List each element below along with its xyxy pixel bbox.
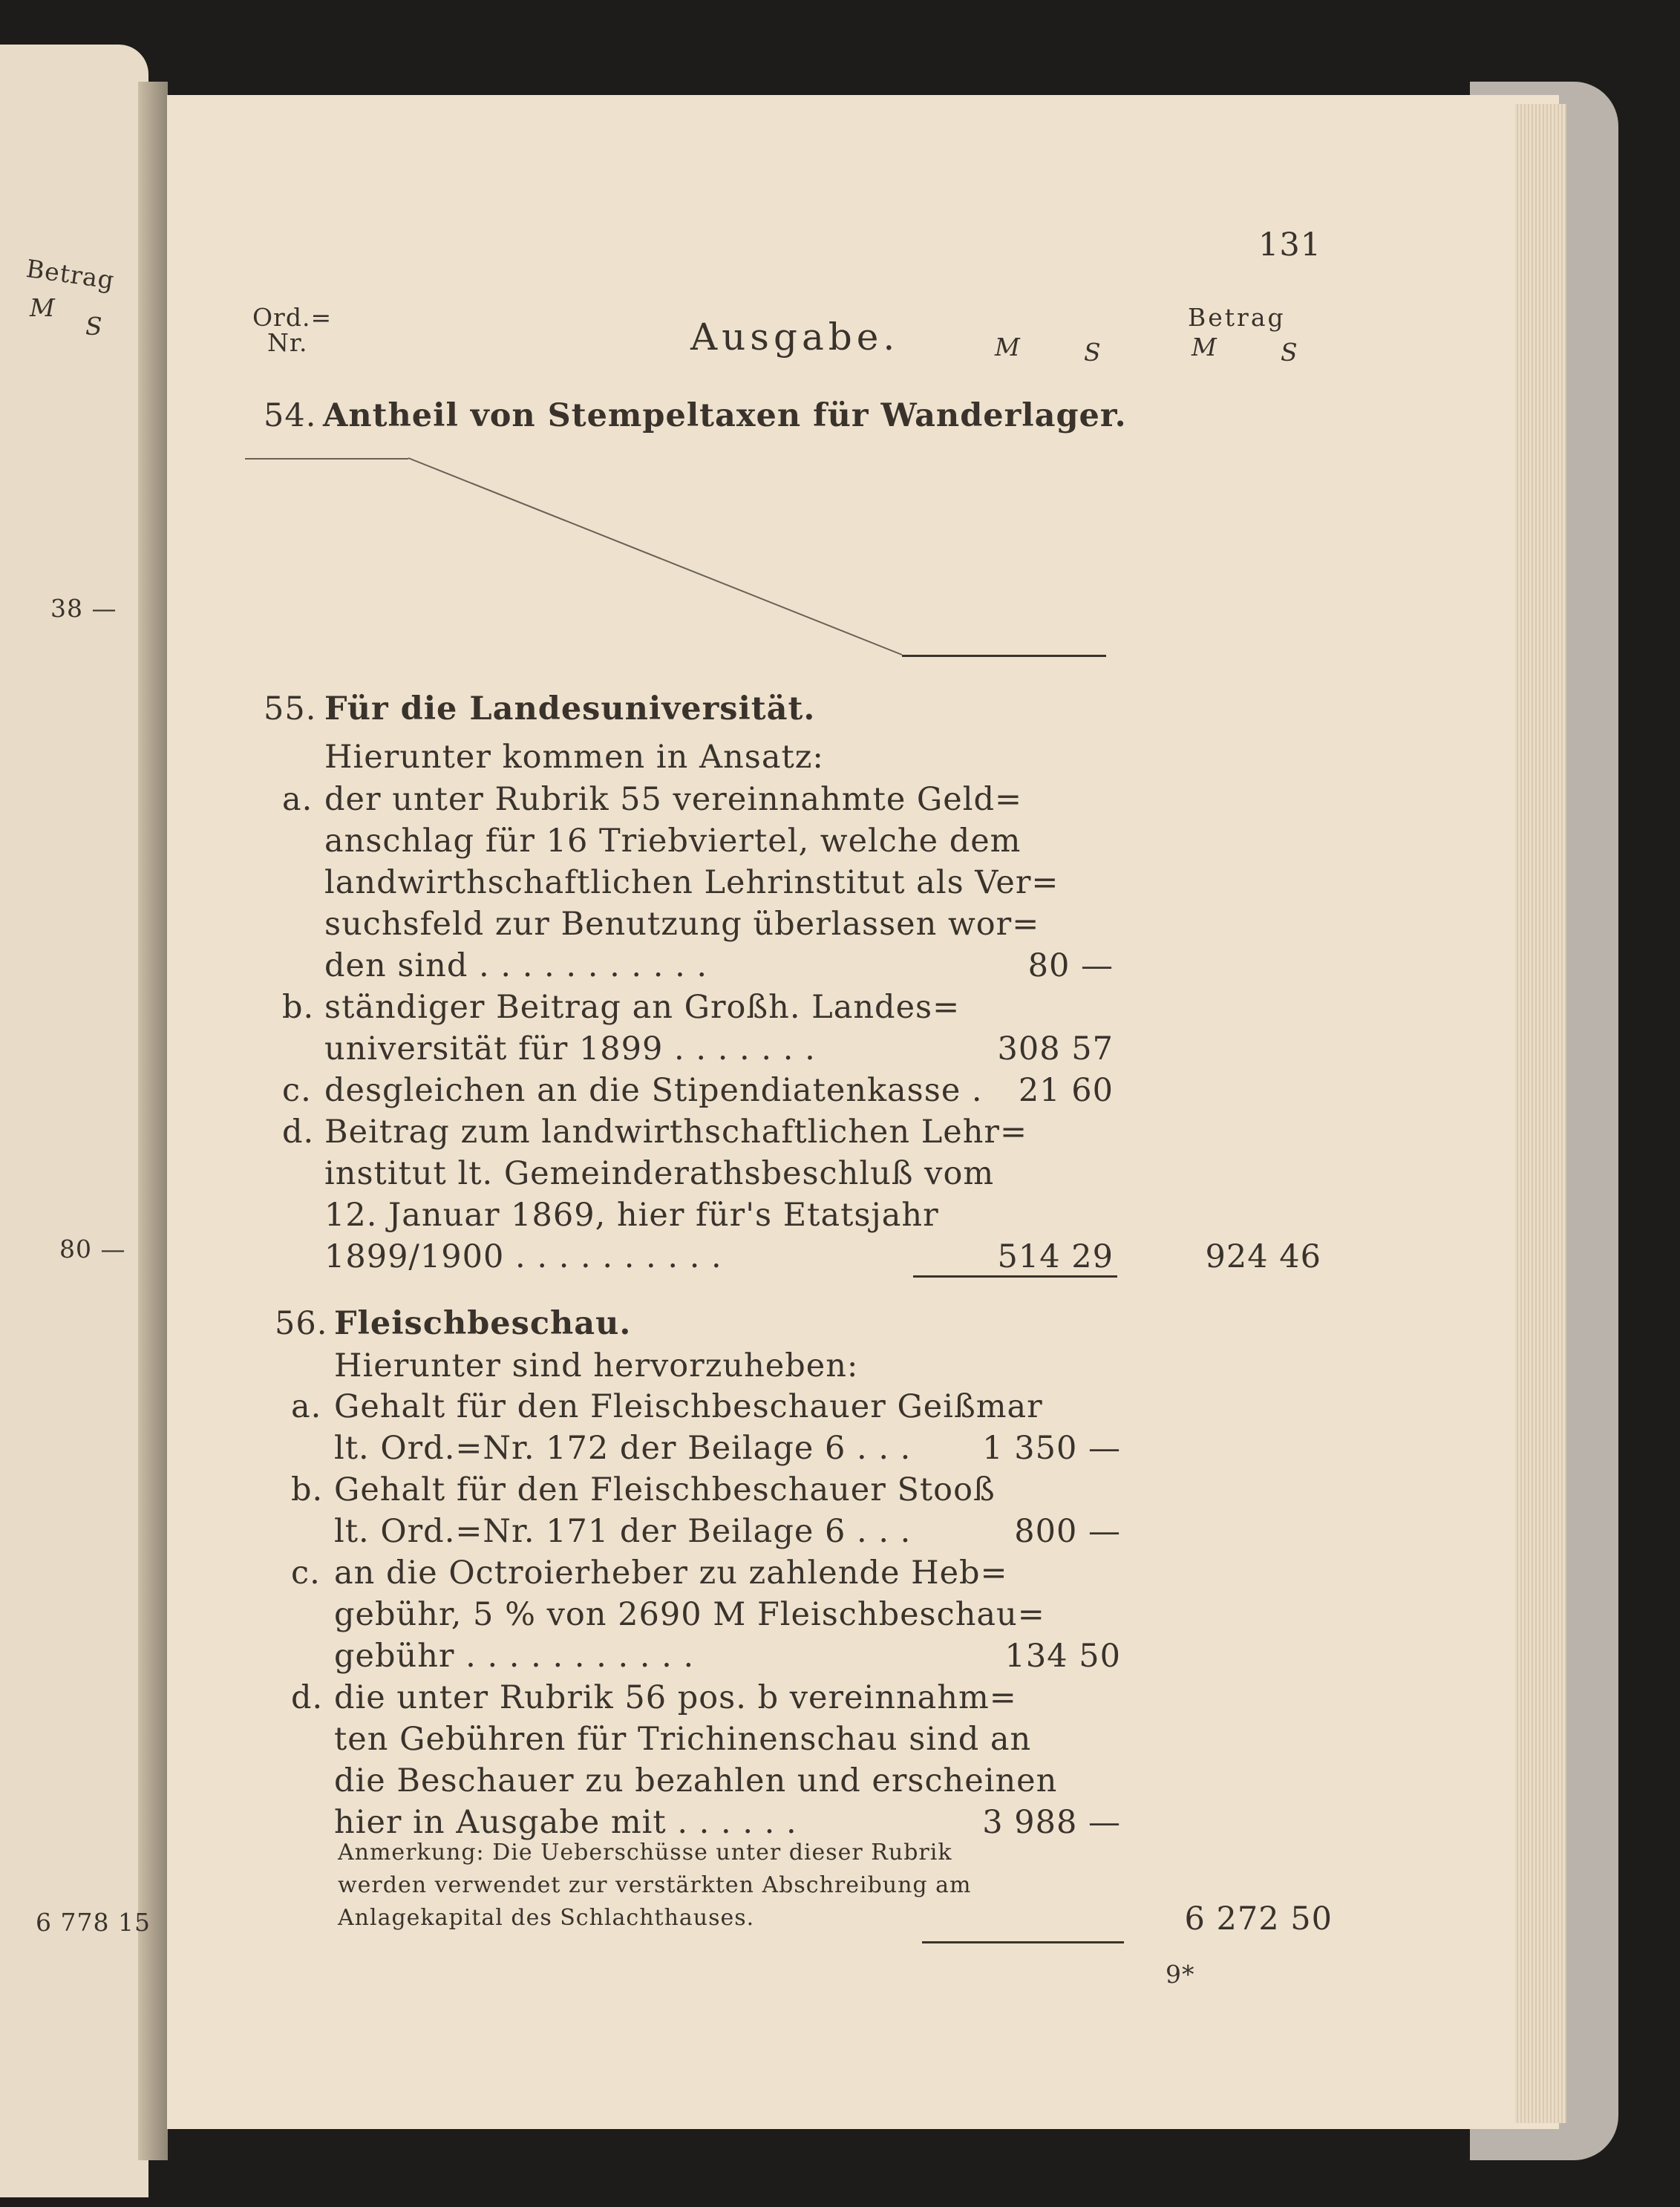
item-line: gebühr, 5 % von 2690 M Fleischbeschau=	[334, 1596, 1045, 1633]
item-line: universität für 1899 . . . . . . .	[324, 1030, 816, 1067]
section-number: 56.	[275, 1305, 328, 1342]
unit-mark: M	[995, 333, 1021, 362]
item-line: landwirthschaftlichen Lehrinstitut als Ver=	[324, 864, 1059, 901]
page-number: 131	[1258, 226, 1322, 264]
section-title: Für die Landesuniversität.	[324, 690, 816, 728]
section-number: 55.	[264, 690, 317, 728]
unit-pf: S	[1281, 338, 1298, 367]
section-intro: Hierunter kommen in Ansatz:	[324, 739, 824, 776]
item-line: Gehalt für den Fleischbeschauer Geißmar	[334, 1388, 1043, 1425]
note-line: Anlagekapital des Schlachthauses.	[338, 1905, 755, 1931]
item-amount: 134 50	[1004, 1638, 1121, 1675]
item-line: die Beschauer zu bezahlen und erscheinen	[334, 1762, 1058, 1799]
item-line: 12. Januar 1869, hier für's Etatsjahr	[324, 1197, 939, 1234]
item-line: ständiger Beitrag an Großh. Landes=	[324, 989, 961, 1026]
left-value: 6 778 15	[36, 1908, 151, 1937]
note-line: Anmerkung: Die Ueberschüsse unter dieser Rubrik	[338, 1840, 952, 1866]
item-line: anschlag für 16 Triebviertel, welche dem	[324, 823, 1022, 860]
item-letter: d.	[282, 1114, 315, 1151]
section-title: Antheil von Stempeltaxen für Wanderlager.	[323, 397, 1127, 434]
item-amount: 3 988 —	[982, 1804, 1121, 1841]
item-line: Gehalt für den Fleischbeschauer Stooß	[334, 1471, 996, 1508]
left-betrag-label: Betrag	[24, 253, 117, 295]
left-value: 38 —	[50, 594, 117, 623]
section-title: Fleischbeschau.	[334, 1305, 632, 1342]
item-amount: 80 —	[1027, 947, 1114, 984]
page-title: Ausgabe.	[690, 315, 900, 359]
item-letter: a.	[291, 1388, 322, 1425]
item-amount: 514 29	[997, 1238, 1114, 1275]
ord-nr-label: Ord.=	[252, 303, 333, 332]
left-value: 80 —	[59, 1235, 126, 1263]
item-line: 1899/1900 . . . . . . . . . .	[324, 1238, 722, 1275]
section-number: 54.	[264, 397, 317, 434]
total-rule	[902, 655, 1106, 657]
item-line: an die Octroierheber zu zahlende Heb=	[334, 1554, 1008, 1592]
item-letter: a.	[282, 781, 313, 818]
section-intro: Hierunter sind hervorzuheben:	[334, 1347, 859, 1384]
item-line: lt. Ord.=Nr. 171 der Beilage 6 . . .	[334, 1513, 912, 1550]
item-amount: 308 57	[997, 1030, 1114, 1067]
note-line: werden verwendet zur verstärkten Abschreibung am	[338, 1872, 972, 1898]
section-total: 924 46	[1205, 1238, 1321, 1275]
section-total: 6 272 50	[1184, 1900, 1333, 1938]
item-letter: c.	[282, 1072, 312, 1109]
item-letter: c.	[291, 1554, 321, 1592]
left-unit-mark: M	[30, 293, 56, 322]
item-line: gebühr . . . . . . . . . . .	[334, 1638, 695, 1675]
item-amount: 800 —	[1014, 1513, 1121, 1550]
item-line: hier in Ausgabe mit . . . . . .	[334, 1804, 797, 1841]
unit-mark: M	[1192, 333, 1217, 362]
item-letter: b.	[291, 1471, 324, 1508]
ord-nr-label: Nr.	[267, 328, 308, 357]
item-line: desgleichen an die Stipendiatenkasse .	[324, 1072, 983, 1109]
item-line: Beitrag zum landwirthschaftlichen Lehr=	[324, 1114, 1027, 1151]
item-line: die unter Rubrik 56 pos. b vereinnahm=	[334, 1679, 1017, 1716]
signature-mark: 9*	[1166, 1960, 1195, 1989]
item-line: der unter Rubrik 55 vereinnahmte Geld=	[324, 781, 1023, 818]
left-unit-pf: S	[85, 312, 103, 341]
item-amount: 1 350 —	[982, 1430, 1121, 1467]
total-rule	[922, 1941, 1124, 1943]
item-line: institut lt. Gemeinderathsbeschluß vom	[324, 1155, 995, 1192]
item-line: suchsfeld zur Benutzung überlassen wor=	[324, 906, 1040, 943]
item-letter: d.	[291, 1679, 324, 1716]
unit-pf: S	[1084, 338, 1102, 367]
total-rule	[913, 1275, 1117, 1278]
betrag-label: Betrag	[1188, 303, 1286, 332]
item-line: lt. Ord.=Nr. 172 der Beilage 6 . . .	[334, 1430, 912, 1467]
item-line: den sind . . . . . . . . . . .	[324, 947, 708, 984]
item-line: ten Gebühren für Trichinenschau sind an	[334, 1721, 1032, 1758]
item-letter: b.	[282, 989, 315, 1026]
item-amount: 21 60	[1018, 1072, 1114, 1109]
